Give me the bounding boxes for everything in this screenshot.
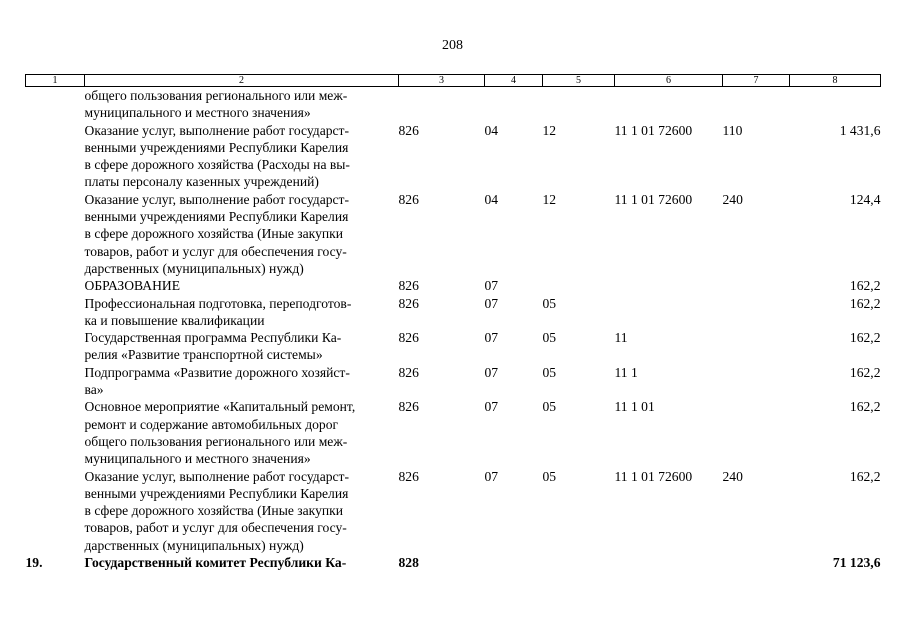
expense-type-code bbox=[723, 277, 790, 294]
table-row bbox=[26, 87, 881, 122]
row-name bbox=[85, 398, 399, 467]
target-article-code bbox=[615, 554, 723, 571]
amount-line: 124,4 bbox=[849, 191, 881, 207]
table-body bbox=[26, 87, 881, 572]
target-article-code bbox=[615, 364, 723, 399]
row-number bbox=[26, 398, 85, 467]
ministry-code-line: 826 bbox=[398, 122, 419, 138]
ministry-code-line: 826 bbox=[398, 364, 419, 380]
row-number bbox=[26, 329, 85, 364]
subsection-code-line: 05 bbox=[542, 399, 557, 415]
amount-line: 162,2 bbox=[849, 364, 881, 380]
amount-line: 1 431,6 bbox=[839, 122, 881, 138]
expense-type-code bbox=[723, 329, 790, 364]
page-number: 208 bbox=[442, 38, 463, 53]
table-row bbox=[26, 295, 881, 330]
amount-line: 162,2 bbox=[849, 468, 881, 484]
subsection-code bbox=[543, 554, 615, 571]
row-number bbox=[26, 87, 85, 122]
ministry-code bbox=[399, 277, 485, 294]
target-article-code bbox=[615, 398, 723, 467]
expense-type-code bbox=[723, 122, 790, 191]
section-code-line: 04 bbox=[484, 122, 499, 138]
target-article-code bbox=[615, 191, 723, 277]
expense-type-code bbox=[723, 191, 790, 277]
row-name bbox=[85, 277, 399, 294]
row-number-line: 19. bbox=[25, 555, 43, 571]
row-name-line: дарственных (муниципальных) нужд) bbox=[84, 260, 304, 276]
target-article-code-line: 11 1 01 bbox=[614, 399, 655, 415]
section-code bbox=[485, 398, 543, 467]
ministry-code-line: 826 bbox=[398, 330, 419, 346]
row-name-line: ва» bbox=[84, 382, 104, 398]
ministry-code-line: 828 bbox=[398, 555, 419, 571]
row-name-line: ка и повышение квалификации bbox=[84, 312, 265, 328]
section-code bbox=[485, 122, 543, 191]
section-code-line: 07 bbox=[484, 364, 499, 380]
amount bbox=[790, 191, 881, 277]
target-article-code-line: 11 1 01 72600 bbox=[614, 191, 693, 207]
target-article-code bbox=[615, 122, 723, 191]
amount bbox=[790, 87, 881, 122]
subsection-code bbox=[543, 364, 615, 399]
row-name bbox=[85, 554, 399, 571]
amount bbox=[790, 122, 881, 191]
row-name-line: товаров, работ и услуг для обеспечения госу- bbox=[84, 520, 347, 536]
row-name bbox=[85, 122, 399, 191]
amount bbox=[790, 554, 881, 571]
amount bbox=[790, 295, 881, 330]
expense-type-code-line: 240 bbox=[722, 191, 743, 207]
subsection-code-line: 05 bbox=[542, 364, 557, 380]
row-number bbox=[26, 364, 85, 399]
row-name-line: дарственных (муниципальных) нужд) bbox=[84, 537, 304, 553]
row-name-line: венными учреждениями Республики Карелия bbox=[84, 485, 349, 501]
row-name-line: ремонт и содержание автомобильных дорог bbox=[84, 416, 339, 432]
column-header-4: 4 bbox=[485, 75, 543, 87]
column-header-3: 3 bbox=[399, 75, 485, 87]
budget-table bbox=[25, 74, 881, 571]
row-name-line: платы персоналу казенных учреждений) bbox=[84, 174, 319, 190]
row-name-line: общего пользования регионального или меж- bbox=[84, 88, 348, 103]
column-number-row bbox=[26, 75, 881, 87]
amount-line: 162,2 bbox=[849, 295, 881, 311]
section-code bbox=[485, 468, 543, 554]
ministry-code-line: 826 bbox=[398, 191, 419, 207]
section-code bbox=[485, 191, 543, 277]
amount-line: 162,2 bbox=[849, 278, 881, 294]
table-row bbox=[26, 329, 881, 364]
subsection-code bbox=[543, 295, 615, 330]
ministry-code bbox=[399, 122, 485, 191]
row-name-line: в сфере дорожного хозяйства (Иные закупки bbox=[84, 226, 344, 242]
row-name-line: Подпрограмма «Развитие дорожного хозяйст- bbox=[84, 364, 350, 380]
row-name-line: в сфере дорожного хозяйства (Расходы на вы- bbox=[84, 157, 350, 173]
column-header-2: 2 bbox=[85, 75, 399, 87]
row-name-line: Государственная программа Республики Ка- bbox=[84, 330, 342, 346]
subsection-code-line: 05 bbox=[542, 330, 557, 346]
amount bbox=[790, 329, 881, 364]
target-article-code bbox=[615, 468, 723, 554]
row-number bbox=[26, 277, 85, 294]
section-code bbox=[485, 554, 543, 571]
expense-type-code-line: 240 bbox=[722, 468, 743, 484]
expense-type-code-line: 110 bbox=[722, 122, 743, 138]
amount-line: 162,2 bbox=[849, 399, 881, 415]
ministry-code-line: 826 bbox=[398, 399, 419, 415]
row-number bbox=[26, 295, 85, 330]
section-code bbox=[485, 87, 543, 122]
table-row bbox=[26, 398, 881, 467]
row-number bbox=[26, 122, 85, 191]
column-header-8: 8 bbox=[790, 75, 881, 87]
amount-line: 162,2 bbox=[849, 330, 881, 346]
row-name-line: муниципального и местного значения» bbox=[84, 451, 311, 467]
target-article-code-line: 11 1 bbox=[614, 364, 638, 380]
section-code bbox=[485, 295, 543, 330]
ministry-code-line: 826 bbox=[398, 295, 419, 311]
column-header-6: 6 bbox=[615, 75, 723, 87]
section-code bbox=[485, 364, 543, 399]
subsection-code bbox=[543, 468, 615, 554]
section-code-line: 07 bbox=[484, 399, 499, 415]
row-name-line: Профессиональная подготовка, переподготов- bbox=[84, 295, 352, 311]
target-article-code bbox=[615, 87, 723, 122]
row-name bbox=[85, 364, 399, 399]
column-header-5: 5 bbox=[543, 75, 615, 87]
section-code-line: 07 bbox=[484, 295, 499, 311]
table-row bbox=[26, 364, 881, 399]
amount bbox=[790, 398, 881, 467]
expense-type-code bbox=[723, 398, 790, 467]
expense-type-code bbox=[723, 87, 790, 122]
row-name bbox=[85, 87, 399, 122]
subsection-code bbox=[543, 329, 615, 364]
amount bbox=[790, 364, 881, 399]
table-row bbox=[26, 122, 881, 191]
subsection-code bbox=[543, 277, 615, 294]
row-name-line: Государственный комитет Республики Ка- bbox=[84, 555, 347, 571]
target-article-code bbox=[615, 329, 723, 364]
section-code bbox=[485, 277, 543, 294]
row-name bbox=[85, 191, 399, 277]
row-name-line: венными учреждениями Республики Карелия bbox=[84, 139, 349, 155]
row-name-line: Оказание услуг, выполнение работ государст- bbox=[84, 468, 350, 484]
table-row bbox=[26, 277, 881, 294]
expense-type-code bbox=[723, 554, 790, 571]
section-code-line: 07 bbox=[484, 468, 499, 484]
section-code-line: 04 bbox=[484, 191, 499, 207]
subsection-code-line: 05 bbox=[542, 295, 557, 311]
target-article-code-line: 11 1 01 72600 bbox=[614, 468, 693, 484]
target-article-code bbox=[615, 277, 723, 294]
target-article-code bbox=[615, 295, 723, 330]
row-name-line: венными учреждениями Республики Карелия bbox=[84, 209, 349, 225]
section-code-line: 07 bbox=[484, 330, 499, 346]
subsection-code bbox=[543, 122, 615, 191]
subsection-code-line: 05 bbox=[542, 468, 557, 484]
row-name-line: в сфере дорожного хозяйства (Иные закупки bbox=[84, 503, 344, 519]
subsection-code-line: 12 bbox=[542, 122, 557, 138]
expense-type-code bbox=[723, 295, 790, 330]
row-name bbox=[85, 329, 399, 364]
row-name-line: ОБРАЗОВАНИЕ bbox=[84, 278, 181, 294]
subsection-code bbox=[543, 191, 615, 277]
row-name-line: общего пользования регионального или меж- bbox=[84, 433, 348, 449]
ministry-code bbox=[399, 191, 485, 277]
row-name-line: Основное мероприятие «Капитальный ремонт, bbox=[84, 399, 356, 415]
amount bbox=[790, 468, 881, 554]
ministry-code bbox=[399, 295, 485, 330]
subsection-code-line: 12 bbox=[542, 191, 557, 207]
subsection-code bbox=[543, 87, 615, 122]
expense-type-code bbox=[723, 468, 790, 554]
row-name bbox=[85, 468, 399, 554]
row-name-line: Оказание услуг, выполнение работ государст- bbox=[84, 191, 350, 207]
subsection-code bbox=[543, 398, 615, 467]
row-number bbox=[26, 554, 85, 571]
column-header-7: 7 bbox=[723, 75, 790, 87]
ministry-code bbox=[399, 554, 485, 571]
row-name-line: релия «Развитие транспортной системы» bbox=[84, 347, 323, 363]
row-number bbox=[26, 468, 85, 554]
ministry-code bbox=[399, 468, 485, 554]
row-name-line: товаров, работ и услуг для обеспечения госу- bbox=[84, 243, 347, 259]
column-header-1: 1 bbox=[26, 75, 85, 87]
table-row bbox=[26, 191, 881, 277]
section-code bbox=[485, 329, 543, 364]
ministry-code bbox=[399, 329, 485, 364]
row-name-line: муниципального и местного значения» bbox=[84, 105, 311, 121]
amount-line: 71 123,6 bbox=[832, 555, 881, 571]
amount bbox=[790, 277, 881, 294]
ministry-code-line: 826 bbox=[398, 468, 419, 484]
row-name bbox=[85, 295, 399, 330]
table-row bbox=[26, 554, 881, 571]
section-code-line: 07 bbox=[484, 278, 499, 294]
ministry-code-line: 826 bbox=[398, 278, 419, 294]
ministry-code bbox=[399, 398, 485, 467]
row-name-line: Оказание услуг, выполнение работ государст- bbox=[84, 122, 350, 138]
ministry-code bbox=[399, 87, 485, 122]
table-row bbox=[26, 468, 881, 554]
target-article-code-line: 11 1 01 72600 bbox=[614, 122, 693, 138]
row-number bbox=[26, 191, 85, 277]
target-article-code-line: 11 bbox=[614, 330, 628, 346]
expense-type-code bbox=[723, 364, 790, 399]
ministry-code bbox=[399, 364, 485, 399]
